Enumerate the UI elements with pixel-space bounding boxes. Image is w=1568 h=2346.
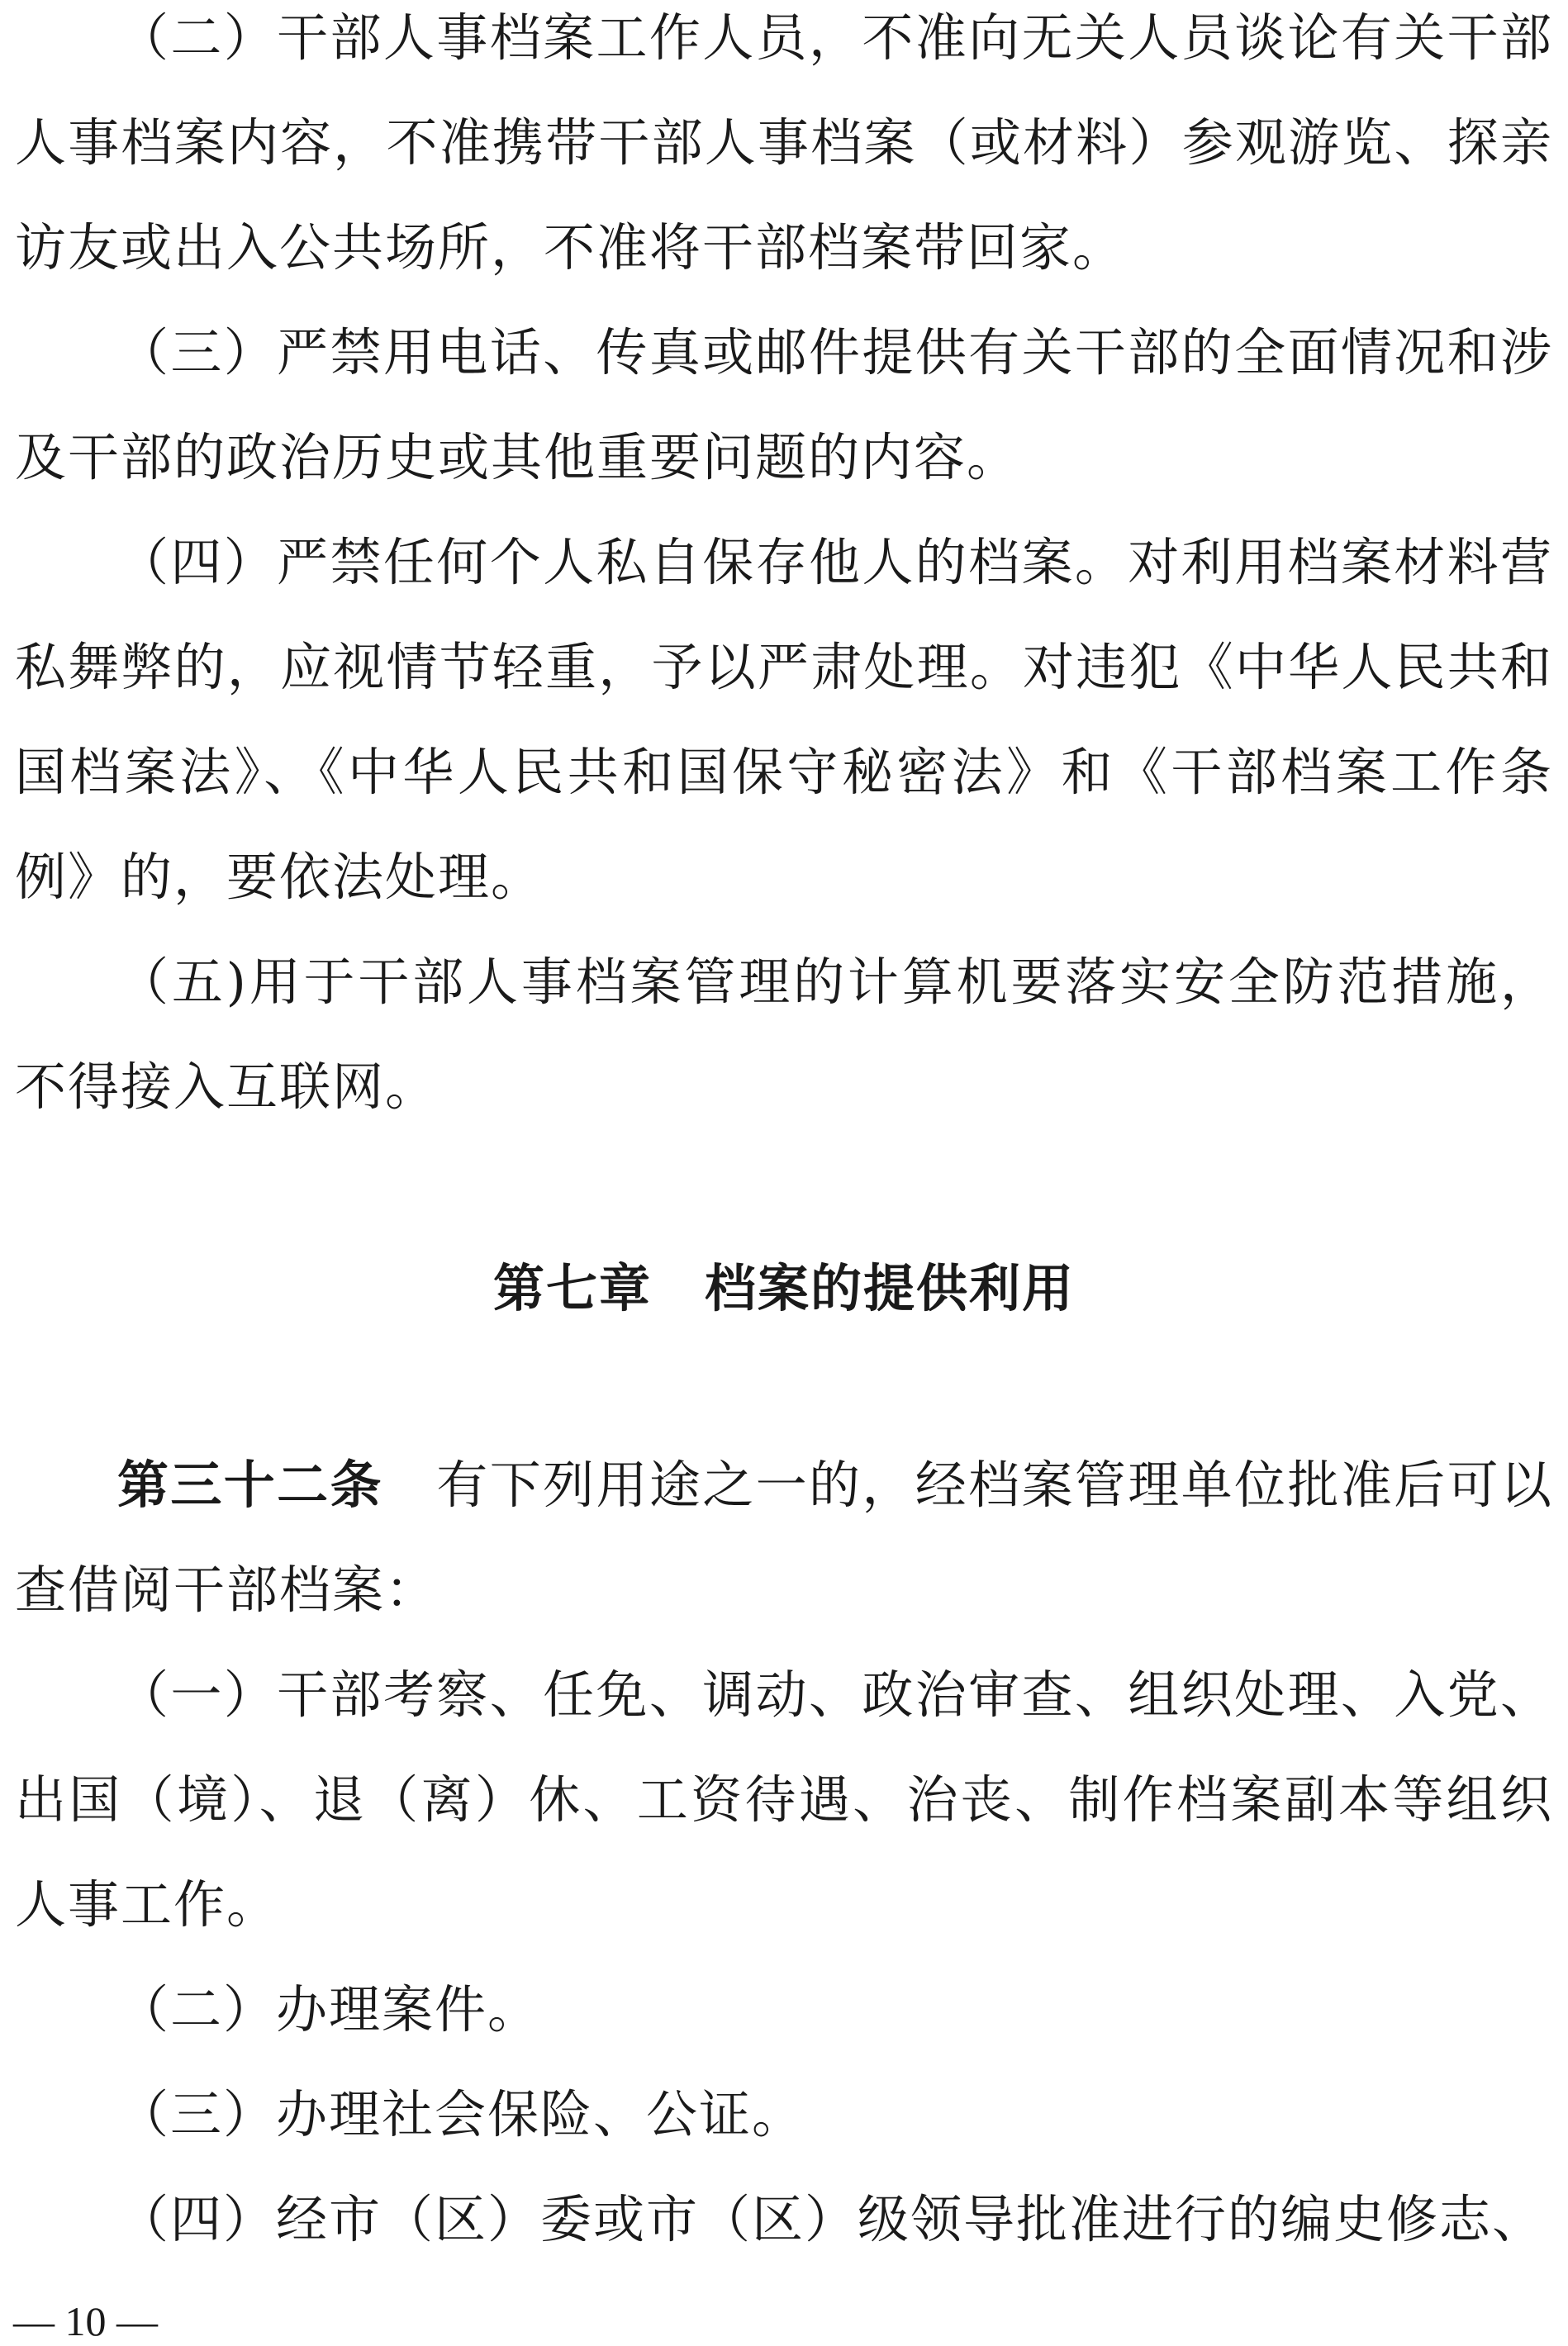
paragraph-item-3: （三）严禁用电话、传真或邮件提供有关干部的全面情况和涉及干部的政治历史或其他重要问题的内容。 bbox=[15, 322, 1553, 487]
article-item-2: （二）办理案件。 bbox=[117, 1979, 541, 2040]
article-item-3: （三）办理社会保险、公证。 bbox=[117, 2084, 805, 2144]
article-label: 第三十二条 bbox=[117, 1455, 383, 1515]
paragraph-item-5: （五)用于干部人事档案管理的计算机要落实安全防范措施，不得接入互联网。 bbox=[15, 952, 1553, 1117]
article-text: 有下列用途之一的，经档案管理单位批准后可以查借阅干部档案： bbox=[15, 1455, 1553, 1620]
page-number: — 10 — bbox=[13, 2298, 158, 2344]
article-32-paragraph bbox=[15, 1432, 1553, 1642]
article-item-1: （一）干部考察、任免、调动、政治审查、组织处理、入党、出国（境）、退（离）休、工资待遇、治丧、制作档案副本等组织人事工作。 bbox=[15, 1665, 1553, 1935]
top-section bbox=[15, 0, 1553, 1139]
article-block bbox=[15, 1432, 1553, 2272]
article-item-4: （四）经市（区）委或市（区）级领导批准进行的编史修志、 bbox=[117, 2189, 1546, 2249]
chapter-heading: 第七章 档案的提供利用 bbox=[492, 1258, 1075, 1318]
paragraph-item-4: （四）严禁任何个人私自保存他人的档案。对利用档案材料营私舞弊的，应视情节轻重，予以严肃处理。对违犯《中华人民共和国档案法》、《中华人民共和国保守秘密法》和《干部档案工作条例》的，要依法处理。 bbox=[15, 532, 1553, 907]
paragraph-item-2: （二）干部人事档案工作人员，不准向无关人员谈论有关干部人事档案内容，不准携带干部人事档案（或材料）参观游览、探亲访友或出入公共场所，不准将干部档案带回家。 bbox=[15, 7, 1553, 278]
